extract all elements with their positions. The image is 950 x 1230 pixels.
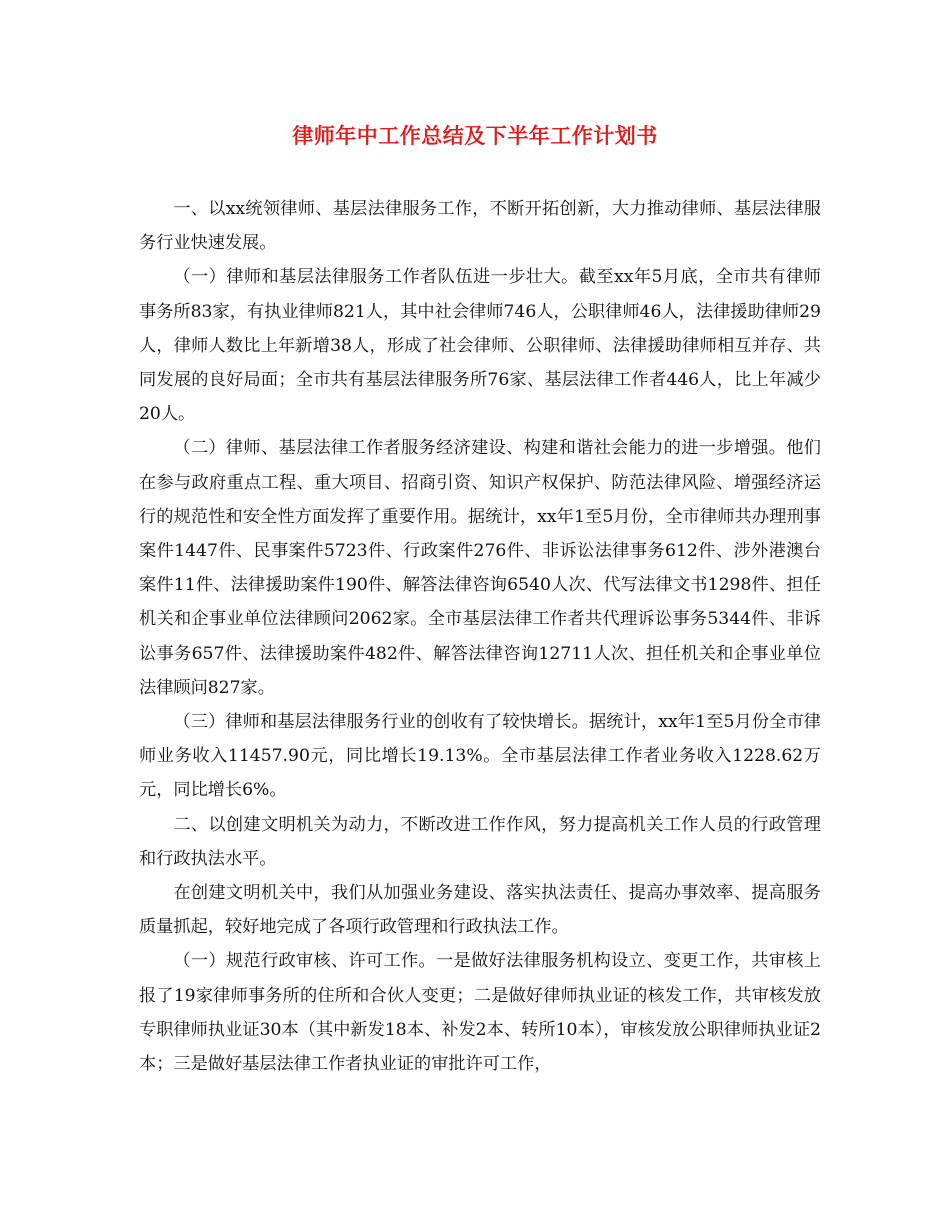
paragraph: 二、以创建文明机关为动力，不断改进工作作风，努力提高机关工作人员的行政管理和行政执法水平。 <box>139 814 821 869</box>
paragraph: 一、以xx统领律师、基层法律服务工作，不断开拓创新，大力推动律师、基层法律服务行业快速发展。 <box>139 199 821 254</box>
document-body <box>139 192 821 1081</box>
paragraph: （一）规范行政审核、许可工作。一是做好法律服务机构设立、变更工作，共审核上报了19家律师事务所的住所和合伙人变更；二是做好律师执业证的核发工作，共审核发放专职律师执业证30本（其中新发18本、补发2本、转所10本），审核发放公职律师执业证2本；三是做好基层法律工作者执业证的审批许可工作， <box>139 951 821 1075</box>
paragraph: 在创建文明机关中，我们从加强业务建设、落实执法责任、提高办事效率、提高服务质量抓起，较好地完成了各项行政管理和行政执法工作。 <box>139 883 821 938</box>
paragraph: （二）律师、基层法律工作者服务经济建设、构建和谐社会能力的进一步增强。他们在参与政府重点工程、重大项目、招商引资、知识产权保护、防范法律风险、增强经济运行的规范性和安全性方面发挥了重要作用。据统计，xx年1至5月份，全市律师共办理刑事案件1447件、民事案件5723件、行政案件276件、非诉讼法律事务612件、涉外港澳台案件11件、法律援助案件190件、解答法律咨询6540人次、代写法律文书1298件、担任机关和企事业单位法律顾问2062家。全市基层法律工作者共代理诉讼事务5344件、非诉讼事务657件、法律援助案件482件、解答法律咨询12711人次、担任机关和企事业单位法律顾问827家。 <box>139 438 821 698</box>
paragraph: （一）律师和基层法律服务工作者队伍进一步壮大。截至xx年5月底，全市共有律师事务所83家，有执业律师821人，其中社会律师746人，公职律师46人，法律援助律师29人，律师人数比上年新增38人，形成了社会律师、公职律师、法律援助律师相互并存、共同发展的良好局面；全市共有基层法律服务所76家、基层法律工作者446人，比上年减少20人。 <box>139 267 821 425</box>
document-title: 律师年中工作总结及下半年工作计划书 <box>292 124 658 148</box>
paragraph: （三）律师和基层法律服务行业的创收有了较快增长。据统计，xx年1至5月份全市律师业务收入11457.90元，同比增长19.13%。全市基层法律工作者业务收入1228.62万元，同比增长6%。 <box>139 712 821 801</box>
